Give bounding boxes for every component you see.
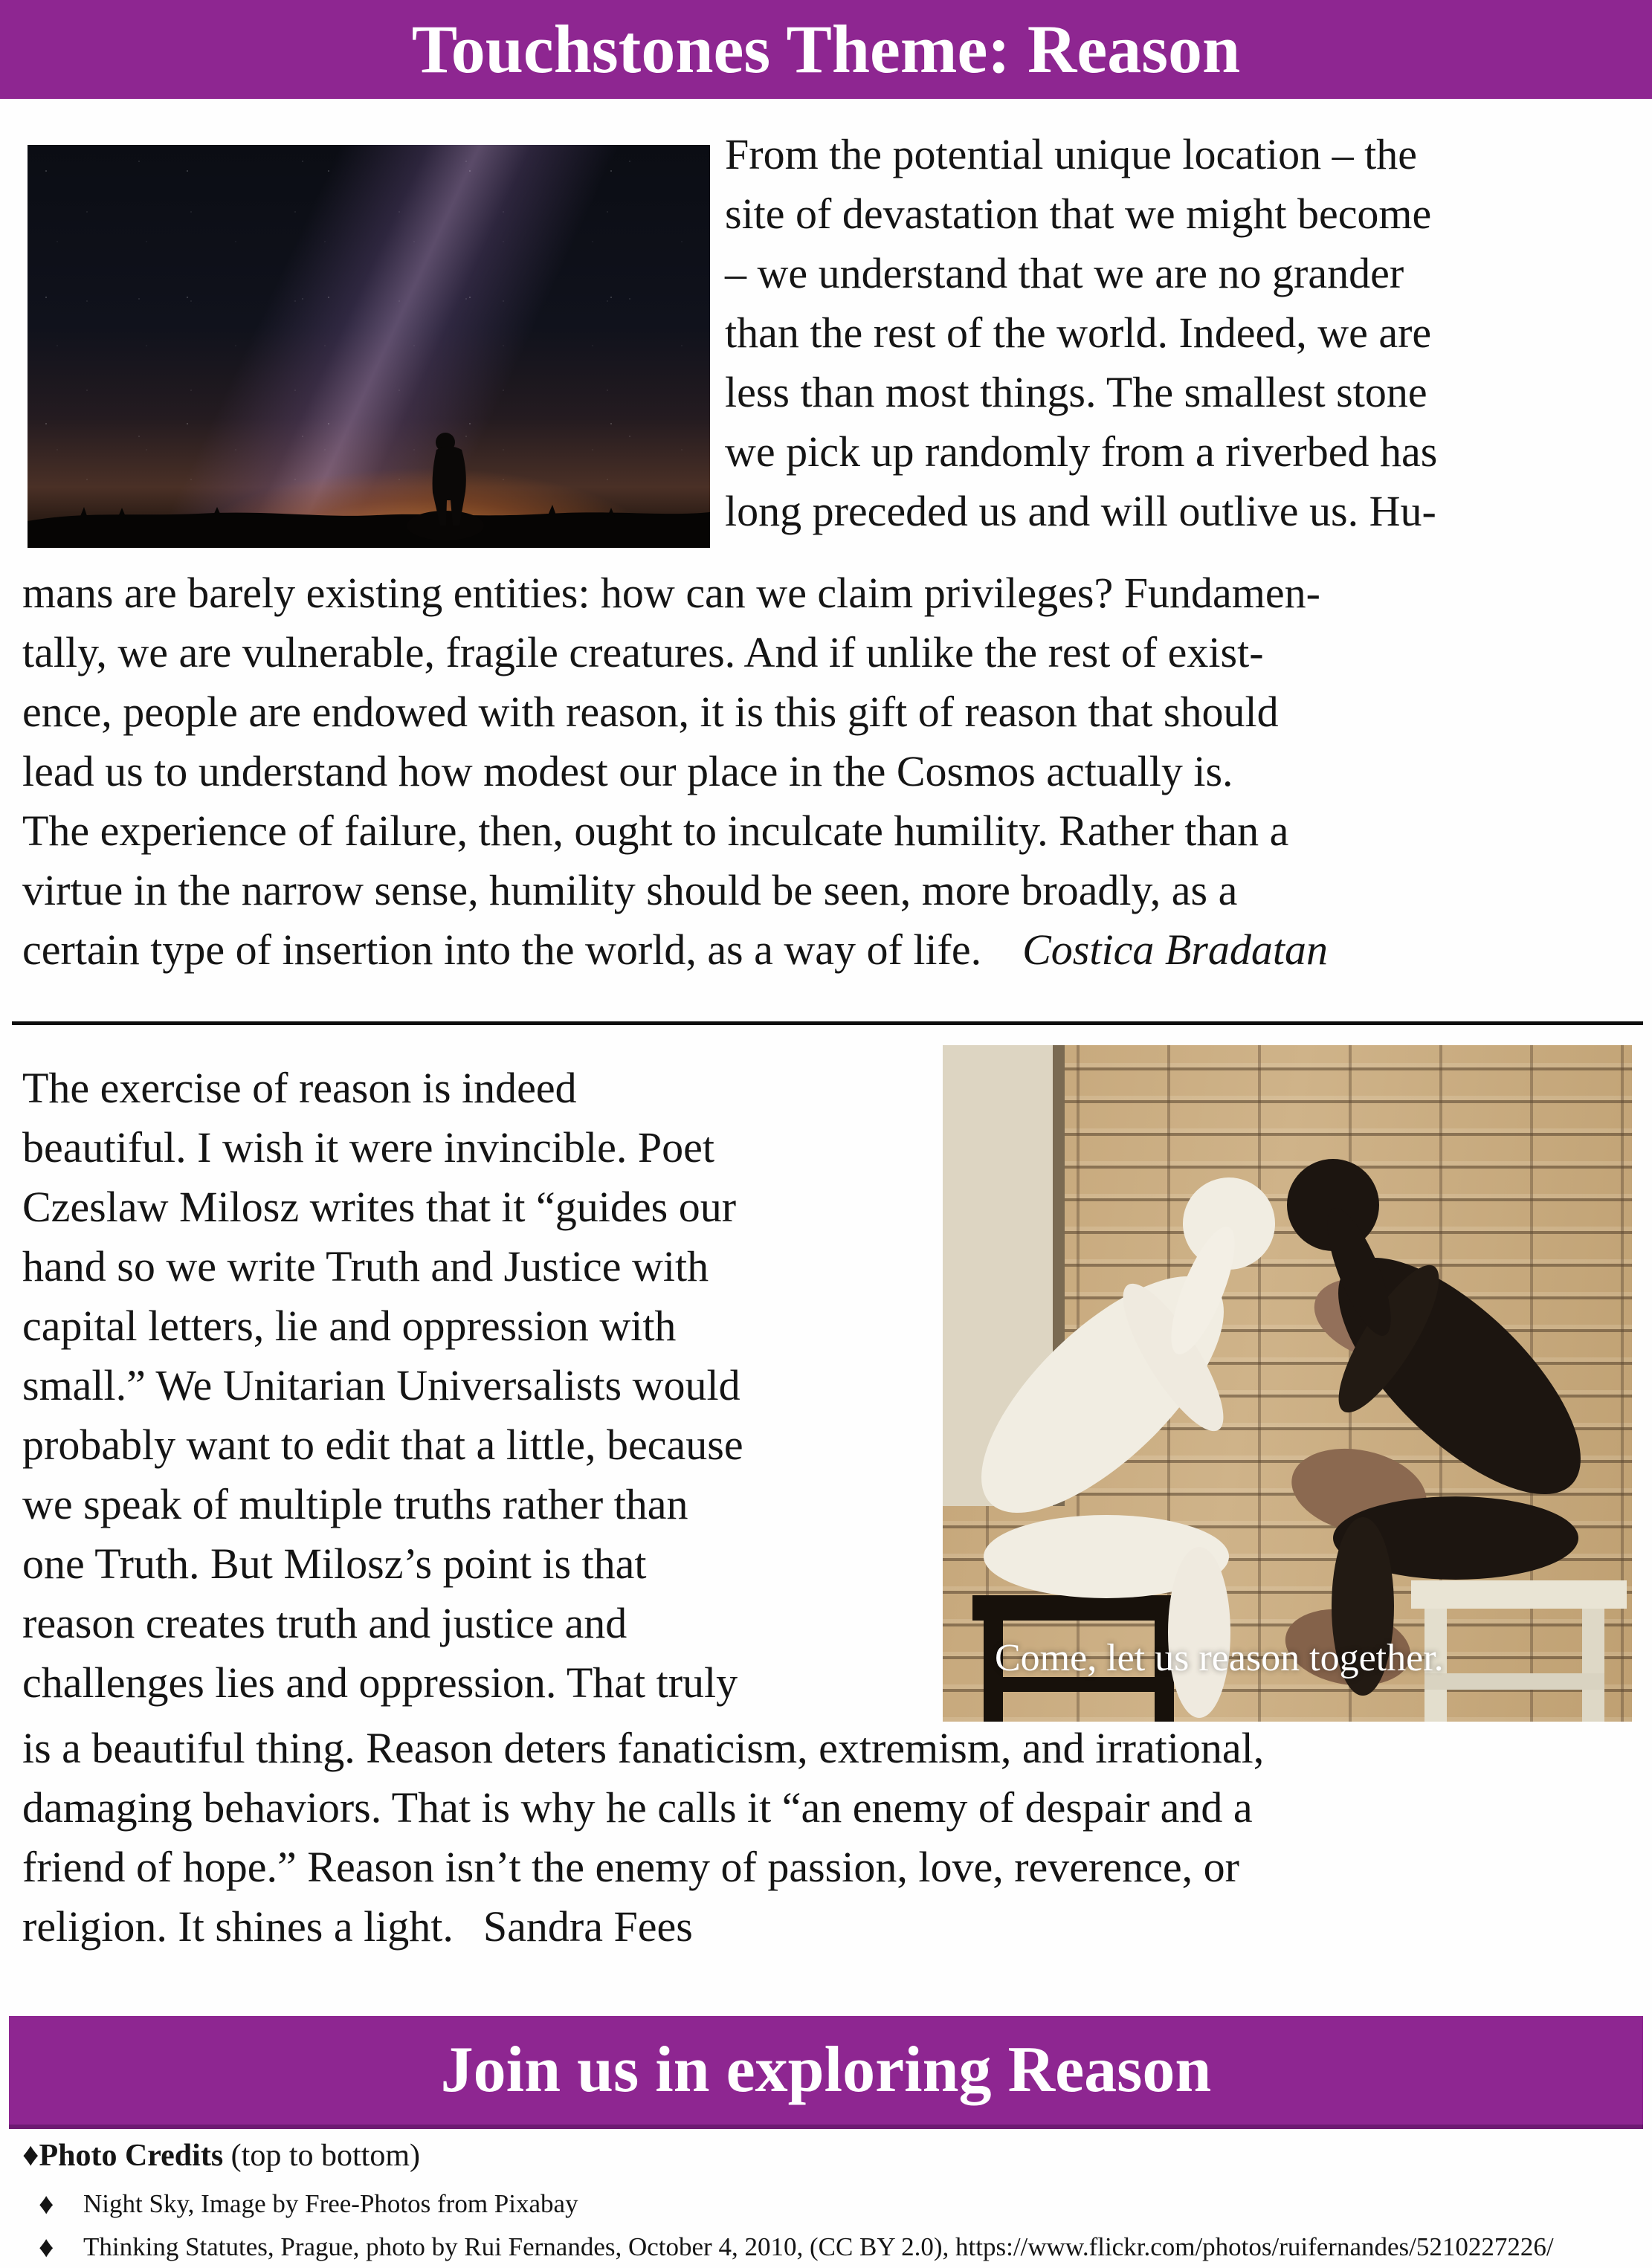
top-banner (0, 0, 1652, 99)
diamond-bullet-icon: ♦ (22, 2136, 39, 2173)
text-line: than the rest of the world. Indeed, we are (725, 308, 1432, 357)
bottom-banner (9, 2016, 1643, 2129)
text-line: – we understand that we are no grander (725, 249, 1404, 297)
text-line: From the potential unique location – the (725, 130, 1418, 178)
text-line: hand so we write Truth and Justice with (22, 1242, 709, 1290)
essay-last-line: religion. It shines a light. (22, 1902, 454, 1951)
text-line (22, 1897, 1643, 1957)
night-sky-photo (28, 145, 710, 548)
night-sky-foreground (28, 145, 710, 548)
text-line: small.” We Unitarian Universalists would (22, 1361, 741, 1409)
photo-credits (22, 2135, 1643, 2268)
credit-text: Night Sky, Image by Free-Photos from Pixabay (83, 2189, 578, 2218)
text-line: virtue in the narrow sense, humility should be seen, more broadly, as a (22, 866, 1238, 914)
section1-text-beside-photo (725, 125, 1647, 541)
bottom-banner-title: Join us in exploring Reason (440, 2034, 1212, 2106)
text-line: site of devastation that we might become (725, 190, 1432, 238)
text-line: lead us to understand how modest our place in the Cosmos actually is. (22, 747, 1233, 795)
section2-text-beside-photo (22, 1059, 940, 1713)
text-line: The exercise of reason is indeed (22, 1064, 577, 1112)
photo-credits-header (22, 2135, 1643, 2187)
text-line: mans are barely existing entities: how can we claim privileges? Fundamen- (22, 569, 1320, 617)
text-line: one Truth. But Milosz’s point is that (22, 1540, 647, 1588)
section-divider (12, 1021, 1643, 1025)
text-line: reason creates truth and justice and (22, 1599, 627, 1647)
section1-text-full-width (22, 563, 1643, 980)
text-line: Czeslaw Milosz writes that it “guides our (22, 1183, 737, 1231)
text-line: capital letters, lie and oppression with (22, 1302, 677, 1350)
photo-credits-title: Photo Credits (39, 2139, 224, 2173)
credit-item-thinking-statues (22, 2230, 1643, 2268)
text-line: friend of hope.” Reason isn’t the enemy of passion, love, reverence, or (22, 1843, 1239, 1891)
text-line: long preceded us and will outlive us. Hu- (725, 487, 1436, 535)
photo-credits-subtitle: (top to bottom) (223, 2139, 420, 2173)
page-title: Touchstones Theme: Reason (411, 11, 1241, 87)
text-line: The experience of failure, then, ought to inculcate humility. Rather than a (22, 807, 1289, 855)
text-line: beautiful. I wish it were invincible. Poet (22, 1123, 715, 1172)
black-thinker-figure (1287, 1159, 1617, 1696)
text-line: is a beautiful thing. Reason deters fanaticism, extremism, and irrational, (22, 1724, 1265, 1772)
section2-text-full-width (22, 1719, 1643, 1957)
text-line: we pick up randomly from a riverbed has (725, 427, 1438, 476)
diamond-bullet-icon: ♦ (39, 2187, 54, 2220)
text-line: challenges lies and oppression. That truly (22, 1658, 738, 1707)
thinking-statues-photo (943, 1045, 1632, 1722)
text-line: less than most things. The smallest stone (725, 368, 1427, 416)
quote-last-line: certain type of insertion into the world, as a way of life. (22, 925, 982, 974)
photo-caption: Come, let us reason together. (995, 1637, 1444, 1679)
credit-text: Thinking Statutes, Prague, photo by Rui Fernandes, October 4, 2010, (CC BY 2.0), https://www.flickr.com/photos/ruifernandes/5210227226/ (83, 2232, 1554, 2261)
text-line: tally, we are vulnerable, fragile creatures. And if unlike the rest of exist- (22, 628, 1264, 676)
text-line: damaging behaviors. That is why he calls it “an enemy of despair and a (22, 1783, 1253, 1832)
essay-attribution: Sandra Fees (483, 1902, 693, 1951)
diamond-bullet-icon: ♦ (39, 2230, 54, 2264)
text-line: probably want to edit that a little, because (22, 1421, 743, 1469)
text-line (22, 920, 1643, 980)
text-line: we speak of multiple truths rather than (22, 1480, 688, 1528)
text-line: ence, people are endowed with reason, it is this gift of reason that should (22, 688, 1279, 736)
statues-illustration (943, 1045, 1632, 1722)
quote-attribution: Costica Bradatan (1022, 925, 1328, 974)
credit-item-night-sky (22, 2187, 1643, 2230)
